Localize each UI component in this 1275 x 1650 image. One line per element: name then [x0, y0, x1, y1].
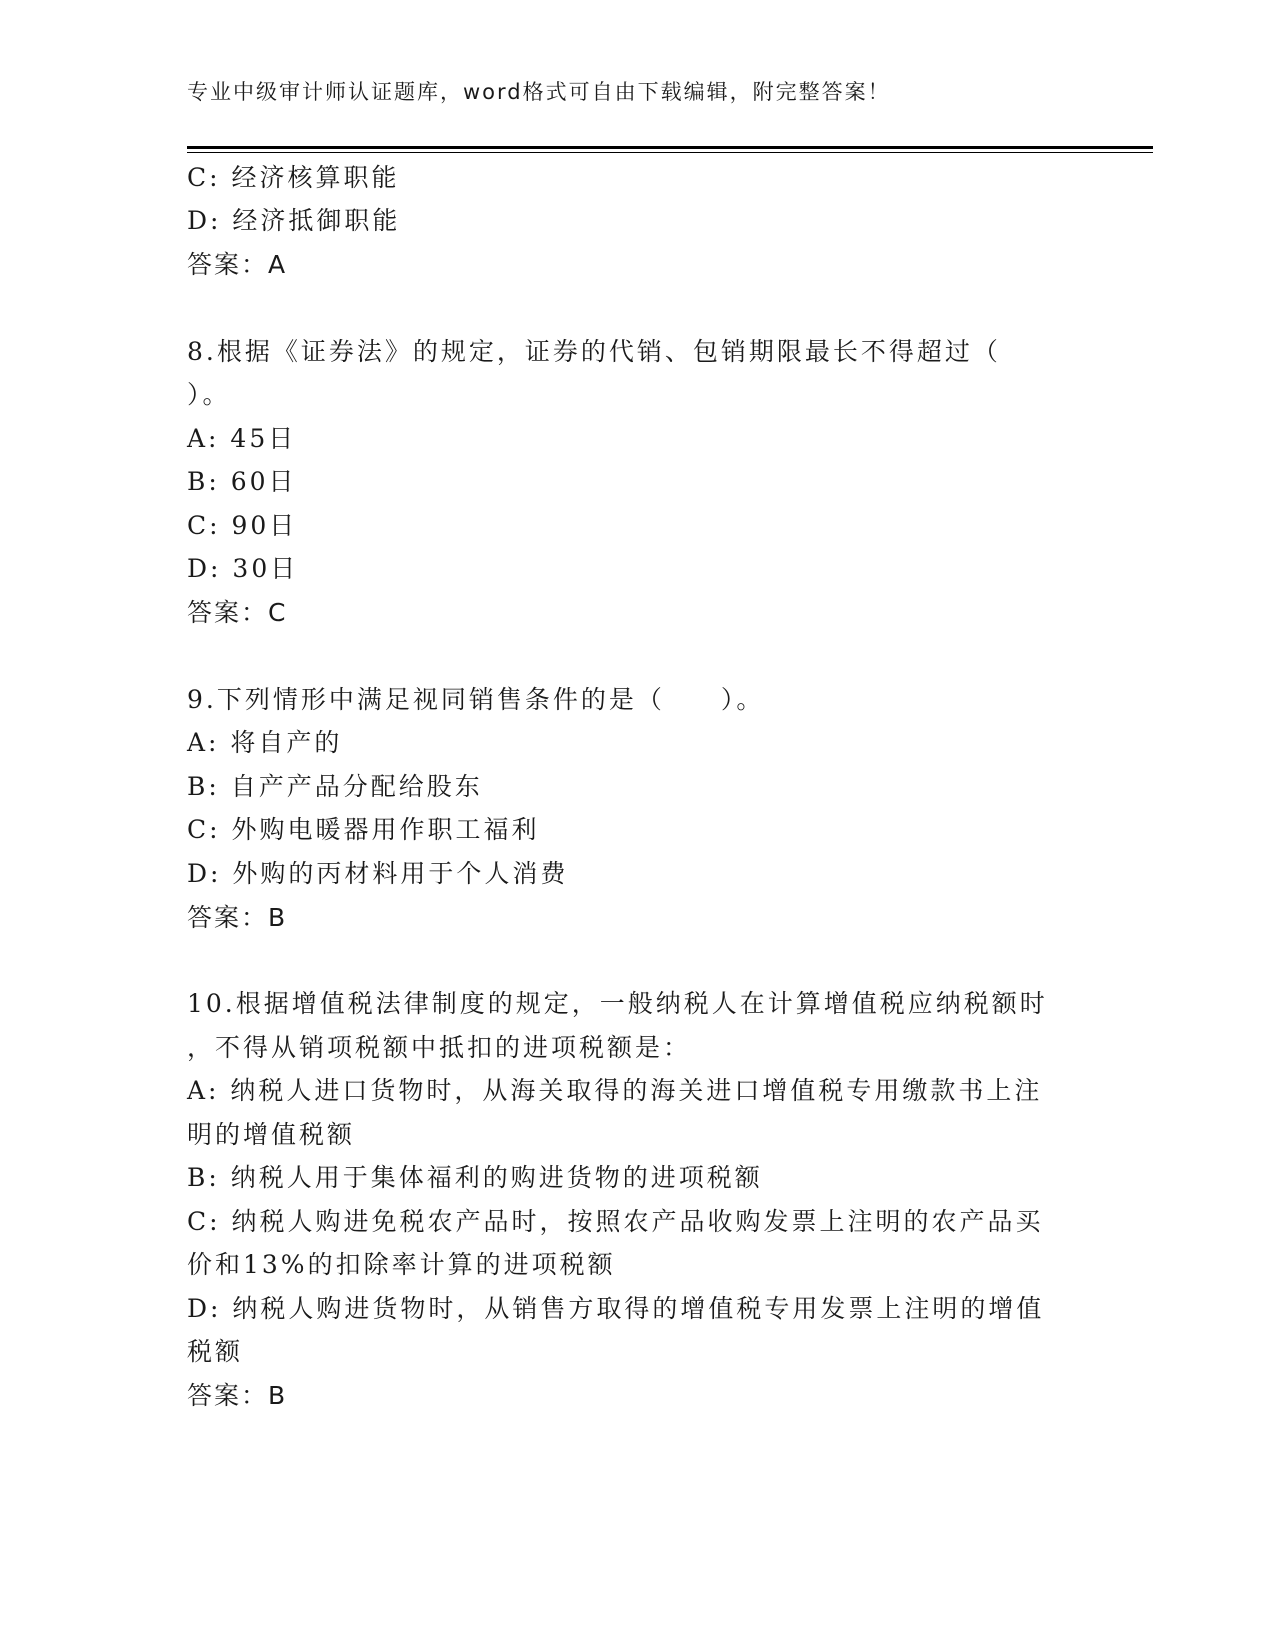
q7-option-c: C: 经济核算职能 — [187, 163, 400, 192]
q8-stem-line2: ）。 — [187, 380, 231, 409]
q10-option-d-line1: D: 纳税人购进货物时，从销售方取得的增值税专用发票上注明的增值 — [187, 1294, 1045, 1323]
q8-stem-line1: 8.根据《证券法》的规定，证券的代销、包销期限最长不得超过（ — [187, 337, 1001, 366]
page-header: 专业中级审计师认证题库，word格式可自由下载编辑，附完整答案！ — [187, 80, 891, 104]
q9-option-d: D: 外购的丙材料用于个人消费 — [187, 859, 569, 888]
header-divider-thin — [187, 152, 1153, 153]
q9-answer: 答案：B — [187, 903, 288, 932]
q10-option-c-line1: C: 纳税人购进免税农产品时，按照农产品收购发票上注明的农产品买 — [187, 1207, 1044, 1236]
q10-option-c-line2: 价和13%的扣除率计算的进项税额 — [187, 1250, 616, 1279]
header-divider — [187, 146, 1153, 149]
q8-option-a: A: 45日 — [187, 424, 297, 453]
q9-option-a: A: 将自产的 — [187, 728, 343, 757]
q10-option-a-line1: A: 纳税人进口货物时，从海关取得的海关进口增值税专用缴款书上注 — [187, 1076, 1043, 1105]
q9-stem: 9.下列情形中满足视同销售条件的是（ ）。 — [187, 685, 765, 714]
q10-answer: 答案：B — [187, 1381, 288, 1410]
q8-option-b: B: 60日 — [187, 467, 297, 496]
q8-option-d: D: 30日 — [187, 554, 299, 583]
q10-stem-line1: 10.根据增值税法律制度的规定，一般纳税人在计算增值税应纳税额时 — [187, 989, 1048, 1018]
q10-option-d-line2: 税额 — [187, 1337, 244, 1366]
q9-option-c: C: 外购电暖器用作职工福利 — [187, 815, 540, 844]
q10-stem-line2: ，不得从销项税额中抵扣的进项税额是： — [187, 1033, 692, 1062]
q8-answer: 答案：C — [187, 598, 288, 627]
q7-answer: 答案：A — [187, 250, 288, 279]
q10-option-a-line2: 明的增值税额 — [187, 1120, 356, 1149]
q8-option-c: C: 90日 — [187, 511, 298, 540]
q10-option-b: B: 纳税人用于集体福利的购进货物的进项税额 — [187, 1163, 763, 1192]
q9-option-b: B: 自产产品分配给股东 — [187, 772, 483, 801]
q7-option-d: D: 经济抵御职能 — [187, 206, 401, 235]
